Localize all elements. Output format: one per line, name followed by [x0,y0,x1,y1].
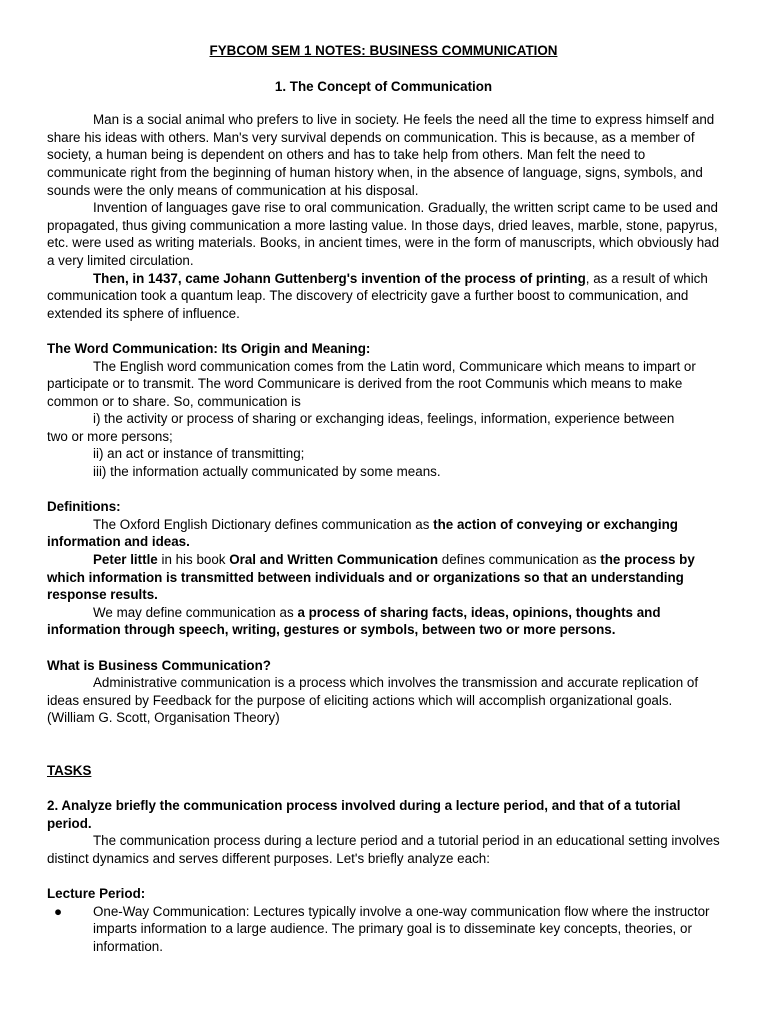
origin-item-1-continuation: two or more persons; [47,428,173,444]
definition-oxford-lead: The Oxford English Dictionary defines communication as [93,516,434,532]
intro-paragraph-2: Invention of languages gave rise to oral communication. Gradually, the written script came to be used and propagated, thus giving communication a more lasting value. In those days, dried leaves, marble, stone, papyrus, etc. were used as writing materials. Books, in ancient times, were in the form of manuscripts, which obviously had a very limited circulation. [47,200,720,268]
definition-own [47,604,720,639]
definition-peter-little-text: the process by which information is transmitted between individuals and or organizations so that an understanding response results. [47,552,695,603]
intro-paragraph-3-rest: , as a result of which communication took a quantum leap. The discovery of electricity gave a further boost to communication, and extended its sphere of influence. [47,270,708,321]
intro-paragraph-3 [47,270,720,323]
definitions-heading: Definitions: [47,499,121,515]
origin-paragraph: The English word communication comes from the Latin word, Communicare which means to impart or participate or to transmit. The word Communicare is derived from the root Communis which means to make common or to share. So, communication is [47,358,696,409]
task-question-2: 2. Analyze briefly the communication process involved during a lecture period, and that of a tutorial period. [47,798,681,831]
origin-heading: The Word Communication: Its Origin and Meaning: [47,340,371,356]
lecture-points-list [47,903,720,956]
list-item [54,903,720,956]
origin-item-1: i) the activity or process of sharing or exchanging ideas, feelings, information, experience between [93,411,675,427]
section-title: 1. The Concept of Communication [274,78,493,94]
definition-peter-little [47,551,720,604]
spacer [47,727,720,762]
intro-paragraph-1: Man is a social animal who prefers to live in society. He feels the need all the time to express himself and share his ideas with others. Man's very survival depends on communication. This is because, as a member of society, a human being is dependent on others and has to take help from others. Man felt the need to communicate right from the beginning of human history when, in the absence of language, signs, symbols, and sounds were the only means of communication at his disposal. [47,112,715,198]
spacer [47,868,720,886]
definition-own-lead: We may define communication as [93,604,298,620]
business-communication-heading: What is Business Communication? [47,657,271,673]
lecture-period-heading: Lecture Period: [47,886,146,902]
business-communication-paragraph: Administrative communication is a process which involves the transmission and accurate replication of ideas ensured by Feedback for the purpose of eliciting actions which will accomplish organizational goals. (William G. Scott, Organisation Theory) [47,675,699,726]
document-title: FYBCOM SEM 1 NOTES: BUSINESS COMMUNICATION [209,43,558,58]
book-title: Oral and Written Communication [229,552,439,568]
list-item-text: One-Way Communication: Lectures typically involve a one-way communication flow where the instructor imparts information to a large audience. The primary goal is to disseminate key concepts, theories, or information. [93,903,710,954]
tasks-heading: TASKS [47,762,92,778]
spacer [47,481,720,499]
definition-connector: in his book [157,552,230,568]
spacer [47,780,720,798]
origin-item-3: iii) the information actually communicated by some means. [93,464,441,480]
origin-item-2: ii) an act or instance of transmitting; [93,446,305,462]
printing-invention-highlight: Then, in 1437, came Johann Guttenberg's invention of the process of printing [93,270,586,286]
task-answer-intro: The communication process during a lecture period and a tutorial period in an educational setting involves distinct dynamics and serves different purposes. Let's briefly analyze each: [47,833,720,866]
definition-own-text: a process of sharing facts, ideas, opinions, thoughts and information through speech, writing, gestures or symbols, between two or more persons. [47,604,661,638]
spacer [47,639,720,657]
bullet-icon: ● [54,903,63,919]
definition-oxford-text: the action of conveying or exchanging information and ideas. [47,516,678,550]
spacer [47,322,720,340]
definition-connector: defines communication as [438,552,601,568]
author-name: Peter little [93,552,158,568]
definition-oxford [47,516,720,551]
